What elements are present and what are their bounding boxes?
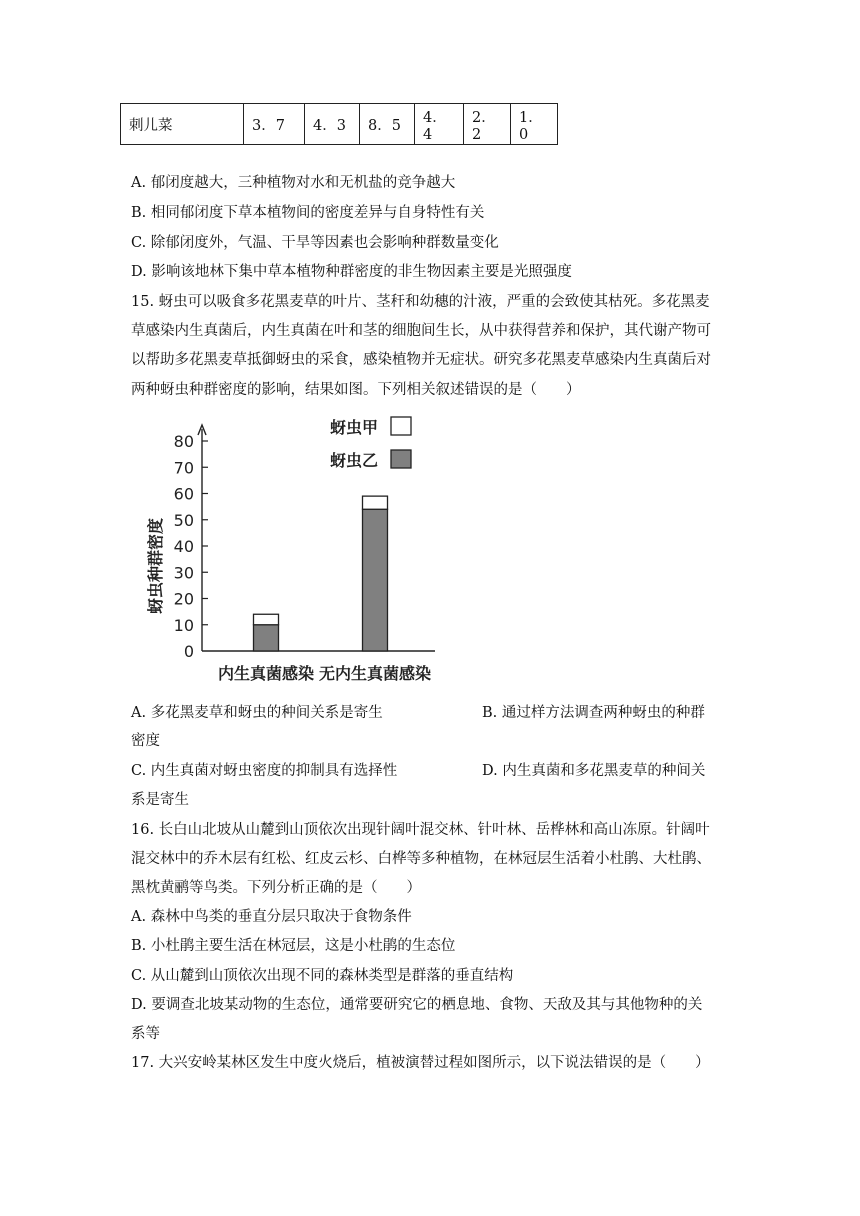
x-category-label: 无内生真菌感染 — [318, 664, 432, 683]
table-cell: 3．7 — [244, 104, 305, 145]
y-tick-label: 30 — [173, 563, 194, 583]
q15-option-d-continued: 系是寄生 — [131, 792, 189, 808]
table-cell: 2．2 — [464, 104, 511, 145]
density-table — [120, 103, 558, 145]
legend-label: 蚜虫甲 — [330, 418, 379, 437]
table-cell: 1．0 — [511, 104, 558, 145]
y-axis-label: 蚜虫种群密度 — [146, 517, 165, 615]
legend-swatch — [391, 417, 411, 435]
y-tick-label: 50 — [173, 510, 194, 530]
aphid-density-chart — [135, 410, 475, 690]
bar-segment-aphid-b — [254, 625, 279, 651]
q14-option-d: D. 影响该地林下集中草本植物种群密度的非生物因素主要是光照强度 — [131, 264, 572, 280]
q15-stem-line: 两种蚜虫种群密度的影响，结果如图。下列相关叙述错误的是（ ） — [131, 382, 581, 398]
q16-option-d-continued: 系等 — [131, 1026, 160, 1042]
q15-option-b-continued: 密度 — [131, 733, 160, 749]
q15-option-b: B. 通过样方法调查两种蚜虫的种群 — [482, 705, 705, 721]
q15-stem-line: 15. 蚜虫可以吸食多花黑麦草的叶片、茎秆和幼穗的汁液，严重的会致使其枯死。多花黑麦 — [131, 294, 710, 310]
table-cell: 4．4 — [415, 104, 464, 145]
q16-option-d: D. 要调查北坡某动物的生态位，通常要研究它的栖息地、食物、天敌及其与其他物种的关 — [131, 997, 703, 1013]
q16-option-c: C. 从山麓到山顶依次出现不同的森林类型是群落的垂直结构 — [131, 968, 514, 984]
bar-segment-aphid-a — [363, 496, 388, 509]
q15-stem-line: 草感染内生真菌后，内生真菌在叶和茎的细胞间生长，从中获得营养和保护，其代谢产物可 — [131, 323, 711, 339]
q17-stem: 17. 大兴安岭某林区发生中度火烧后，植被演替过程如图所示，以下说法错误的是（ ） — [131, 1055, 710, 1071]
y-tick-label: 60 — [173, 484, 194, 504]
q15-stem-line: 以帮助多花黑麦草抵御蚜虫的采食，感染植物并无症状。研究多花黑麦草感染内生真菌后对 — [131, 352, 711, 368]
q14-option-b: B. 相同郁闭度下草本植物间的密度差异与自身特性有关 — [131, 205, 485, 221]
legend-swatch — [391, 450, 411, 468]
q15-option-d: D. 内生真菌和多花黑麦草的种间关 — [482, 763, 706, 779]
table-row — [121, 104, 558, 145]
q16-stem-line: 混交林中的乔木层有红松、红皮云杉、白桦等多种植物，在林冠层生活着小杜鹃、大杜鹃、 — [131, 851, 711, 867]
y-tick-label: 80 — [173, 432, 194, 451]
q16-stem-line: 16. 长白山北坡从山麓到山顶依次出现针阔叶混交林、针叶林、岳桦林和高山冻原。针阔叶 — [131, 822, 710, 838]
x-category-label: 内生真菌感染 — [217, 664, 315, 683]
bar-segment-aphid-a — [254, 614, 279, 625]
q14-option-c: C. 除郁闭度外，气温、干旱等因素也会影响种群数量变化 — [131, 235, 499, 251]
q16-option-a: A. 森林中鸟类的垂直分层只取决于食物条件 — [131, 909, 412, 925]
y-tick-label: 20 — [173, 589, 194, 609]
table-cell: 4．3 — [305, 104, 360, 145]
y-tick-label: 40 — [173, 537, 194, 556]
q14-option-a: A. 郁闭度越大，三种植物对水和无机盐的竞争越大 — [131, 175, 456, 191]
y-tick-label: 10 — [173, 615, 194, 635]
q15-option-c: C. 内生真菌对蚜虫密度的抑制具有选择性 — [131, 763, 398, 779]
q16-option-b: B. 小杜鹃主要生活在林冠层，这是小杜鹃的生态位 — [131, 938, 456, 954]
y-tick-label: 70 — [173, 458, 194, 478]
legend-label: 蚜虫乙 — [330, 451, 379, 470]
table-cell-label: 刺儿菜 — [121, 104, 244, 145]
table-cell: 8．5 — [360, 104, 415, 145]
q16-stem-line: 黑枕黄鹂等鸟类。下列分析正确的是（ ） — [131, 880, 421, 896]
q15-option-a: A. 多花黑麦草和蚜虫的种间关系是寄生 — [131, 705, 383, 721]
y-tick-label: 0 — [183, 642, 194, 661]
bar-segment-aphid-b — [363, 509, 388, 651]
